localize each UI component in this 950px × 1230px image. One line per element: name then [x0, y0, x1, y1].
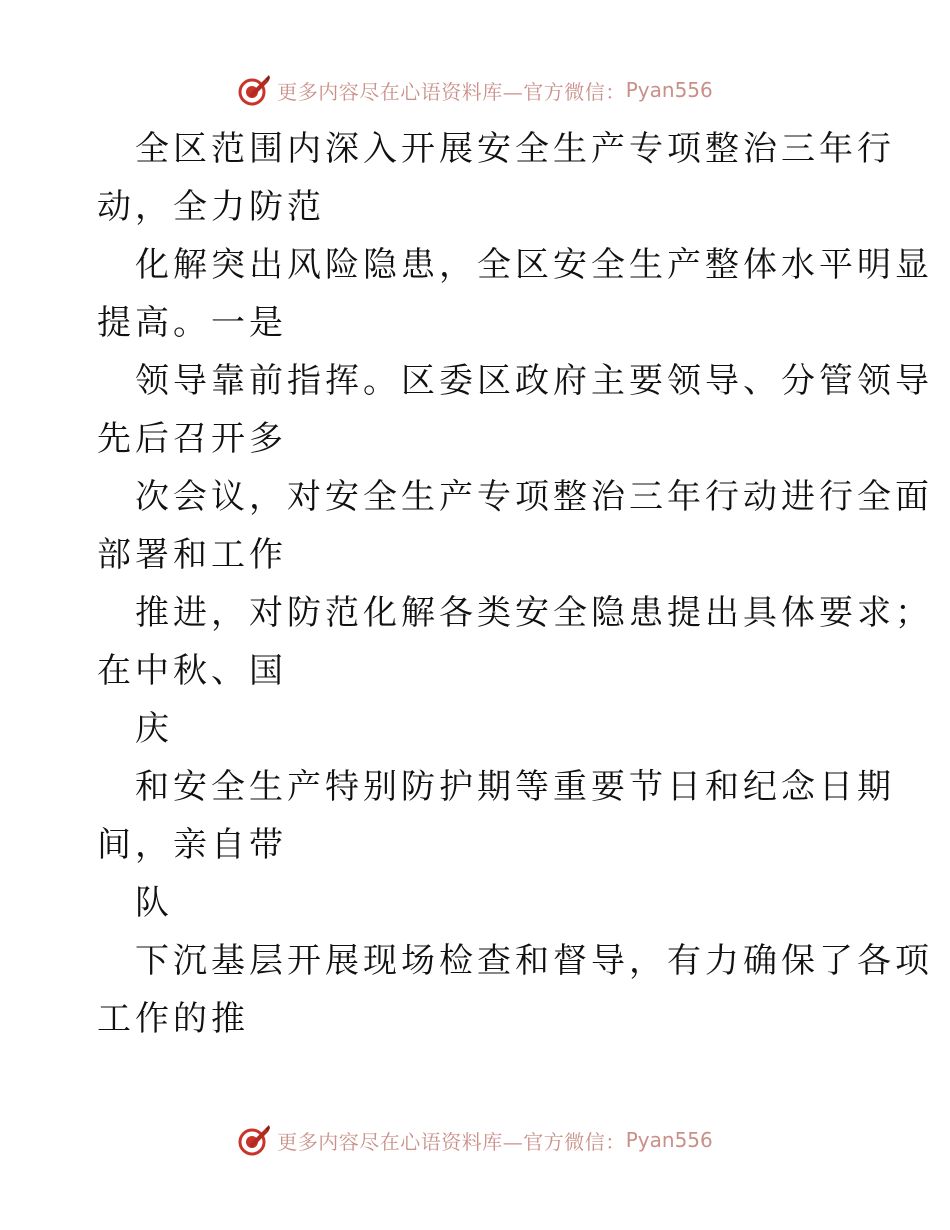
text-line: 推进，对防范化解各类安全隐患提出具体要求； — [135, 593, 933, 633]
text-line: 领导靠前指挥。区委区政府主要领导、分管领导 — [135, 361, 933, 401]
text-line: 间，亲自带 — [97, 825, 287, 865]
watermark-wechat-id: Pyan556 — [625, 1128, 713, 1152]
text-line: 先后召开多 — [97, 419, 287, 459]
document-body — [97, 120, 933, 1048]
text-line: 工作的推 — [97, 999, 249, 1039]
text-line: 动，全力防范 — [97, 187, 325, 227]
text-line: 和安全生产特别防护期等重要节日和纪念日期 — [135, 767, 895, 807]
text-line: 队 — [135, 883, 173, 923]
watermark-wechat-id: Pyan556 — [625, 78, 713, 102]
text-line: 庆 — [135, 709, 173, 749]
text-line: 化解突出风险隐患，全区安全生产整体水平明显 — [135, 245, 933, 285]
pen-logo-icon — [237, 1123, 271, 1157]
text-line: 下沉基层开展现场检查和督导，有力确保了各项 — [135, 941, 933, 981]
pen-logo-icon — [237, 73, 271, 107]
watermark-text: 更多内容尽在心语资料库—官方微信： — [277, 1129, 626, 1154]
text-line: 部署和工作 — [97, 535, 287, 575]
header-watermark — [0, 72, 950, 108]
text-line: 提高。一是 — [97, 303, 287, 343]
text-line: 在中秋、国 — [97, 651, 287, 691]
footer-watermark — [0, 1122, 950, 1158]
text-line: 次会议，对安全生产专项整治三年行动进行全面 — [135, 477, 933, 517]
watermark-text: 更多内容尽在心语资料库—官方微信： — [277, 79, 626, 104]
text-line: 全区范围内深入开展安全生产专项整治三年行 — [135, 129, 895, 169]
